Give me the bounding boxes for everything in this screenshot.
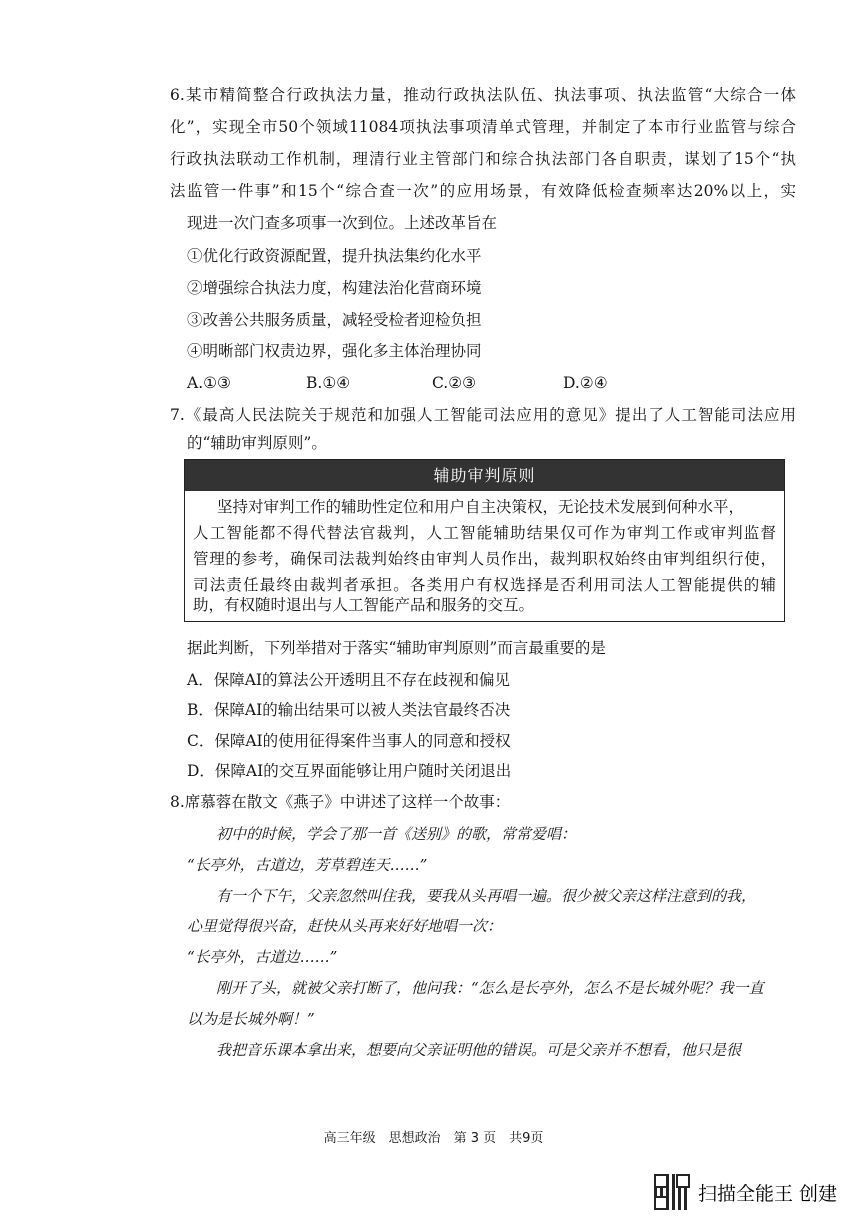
page-footer: 高三年级 思想政治 第 3 页 共9页 [323,1131,544,1146]
story-line-6: 刚开了头，就被父亲打断了，他问我：“怎么是长亭外，怎么不是长城外呢？我一直 [216,979,764,997]
q6-line-4: 法监管一件事”和15个“综合查一次”的应用场景，有效降低检查频率达20%以上，实 [170,182,796,200]
principle-line-1: 坚持对审判工作的辅助性定位和用户自主决策权，无论技术发展到何种水平， [217,498,745,516]
story-line-4: 心里觉得很兴奋，赶快从头再来好好地唱一次： [187,917,503,935]
q6-line-5: 现进一次门查多项事一次到位。上述改革旨在 [187,214,498,232]
q6-statement-1: ①优化行政资源配置，提升执法集约化水平 [187,247,482,265]
story-line-3: 有一个下午，父亲忽然叫住我，要我从头再唱一遍。很少被父亲这样注意到的我， [216,887,757,905]
story-line-2: “长亭外，古道边，芳草碧连天……” [187,856,428,874]
q7-line-2: 的“辅助审判原则”。 [187,434,327,452]
q6-line-3: 行政执法联动工作机制，理清行业主管部门和综合执法部门各自职责，谋划了15个“执 [170,150,796,168]
q6-option-b: B.①④ [306,374,351,392]
q8-intro: 8.席慕蓉在散文《燕子》中讲述了这样一个故事： [170,793,511,811]
q7-option-d: D．保障AI的交互界面能够让用户随时关闭退出 [187,762,512,780]
qr-code-icon [654,1174,690,1210]
principle-line-2: 人工智能都不得代替法官裁判，人工智能辅助结果仅可作为审判工作或审判监督 [193,524,776,542]
q6-line-2: 化”，实现全市50个领域11084项执法事项清单式管理，并制定了本市行业监管与综合 [170,118,796,136]
principle-line-4: 司法责任最终由裁判者承担。各类用户有权选择是否利用司法人工智能提供的辅 [193,576,776,594]
q6-line-1: 6.某市精简整合行政执法力量，推动行政执法队伍、执法事项、执法监管“大综合一体 [170,86,796,104]
q7-line-1: 7.《最高人民法院关于规范和加强人工智能司法应用的意见》提出了人工智能司法应用 [170,406,796,424]
story-line-8: 我把音乐课本拿出来，想要向父亲证明他的错误。可是父亲并不想看，他只是很 [216,1041,742,1059]
q7-option-c: C．保障AI的使用征得案件当事人的同意和授权 [187,732,511,750]
q7-prompt: 据此判断，下列举措对于落实“辅助审判原则”而言最重要的是 [187,639,606,657]
principle-line-5: 助，有权随时退出与人工智能产品和服务的交互。 [193,596,535,614]
scanner-watermark [654,1173,837,1211]
story-line-5: “长亭外，古道边……” [187,948,338,966]
q7-option-a: A．保障AI的算法公开透明且不存在歧视和偏见 [187,671,511,689]
principle-box [184,459,785,622]
q6-statement-3: ③改善公共服务质量，减轻受检者迎检负担 [187,311,482,329]
story-line-1: 初中的时候，学会了那一首《送别》的歌，常常爱唱： [216,825,577,843]
q6-statement-4: ④明晰部门权责边界，强化多主体治理协同 [187,342,482,360]
story-line-7: 以为是长城外啊！” [187,1010,315,1028]
q6-statement-2: ②增强综合执法力度，构建法治化营商环境 [187,279,482,297]
q7-option-b: B．保障AI的输出结果可以被人类法官最终否决 [187,701,511,719]
q6-option-d: D.②④ [563,374,608,392]
principle-box-title: 辅助审判原则 [185,460,784,491]
scanner-watermark-text: 扫描全能王 创建 [698,1182,838,1205]
q6-option-a: A.①③ [187,374,231,392]
q6-option-c: C.②③ [432,374,477,392]
principle-line-3: 管理的参考，确保司法裁判始终由审判人员作出，裁判职权始终由审判组织行使， [193,550,776,568]
